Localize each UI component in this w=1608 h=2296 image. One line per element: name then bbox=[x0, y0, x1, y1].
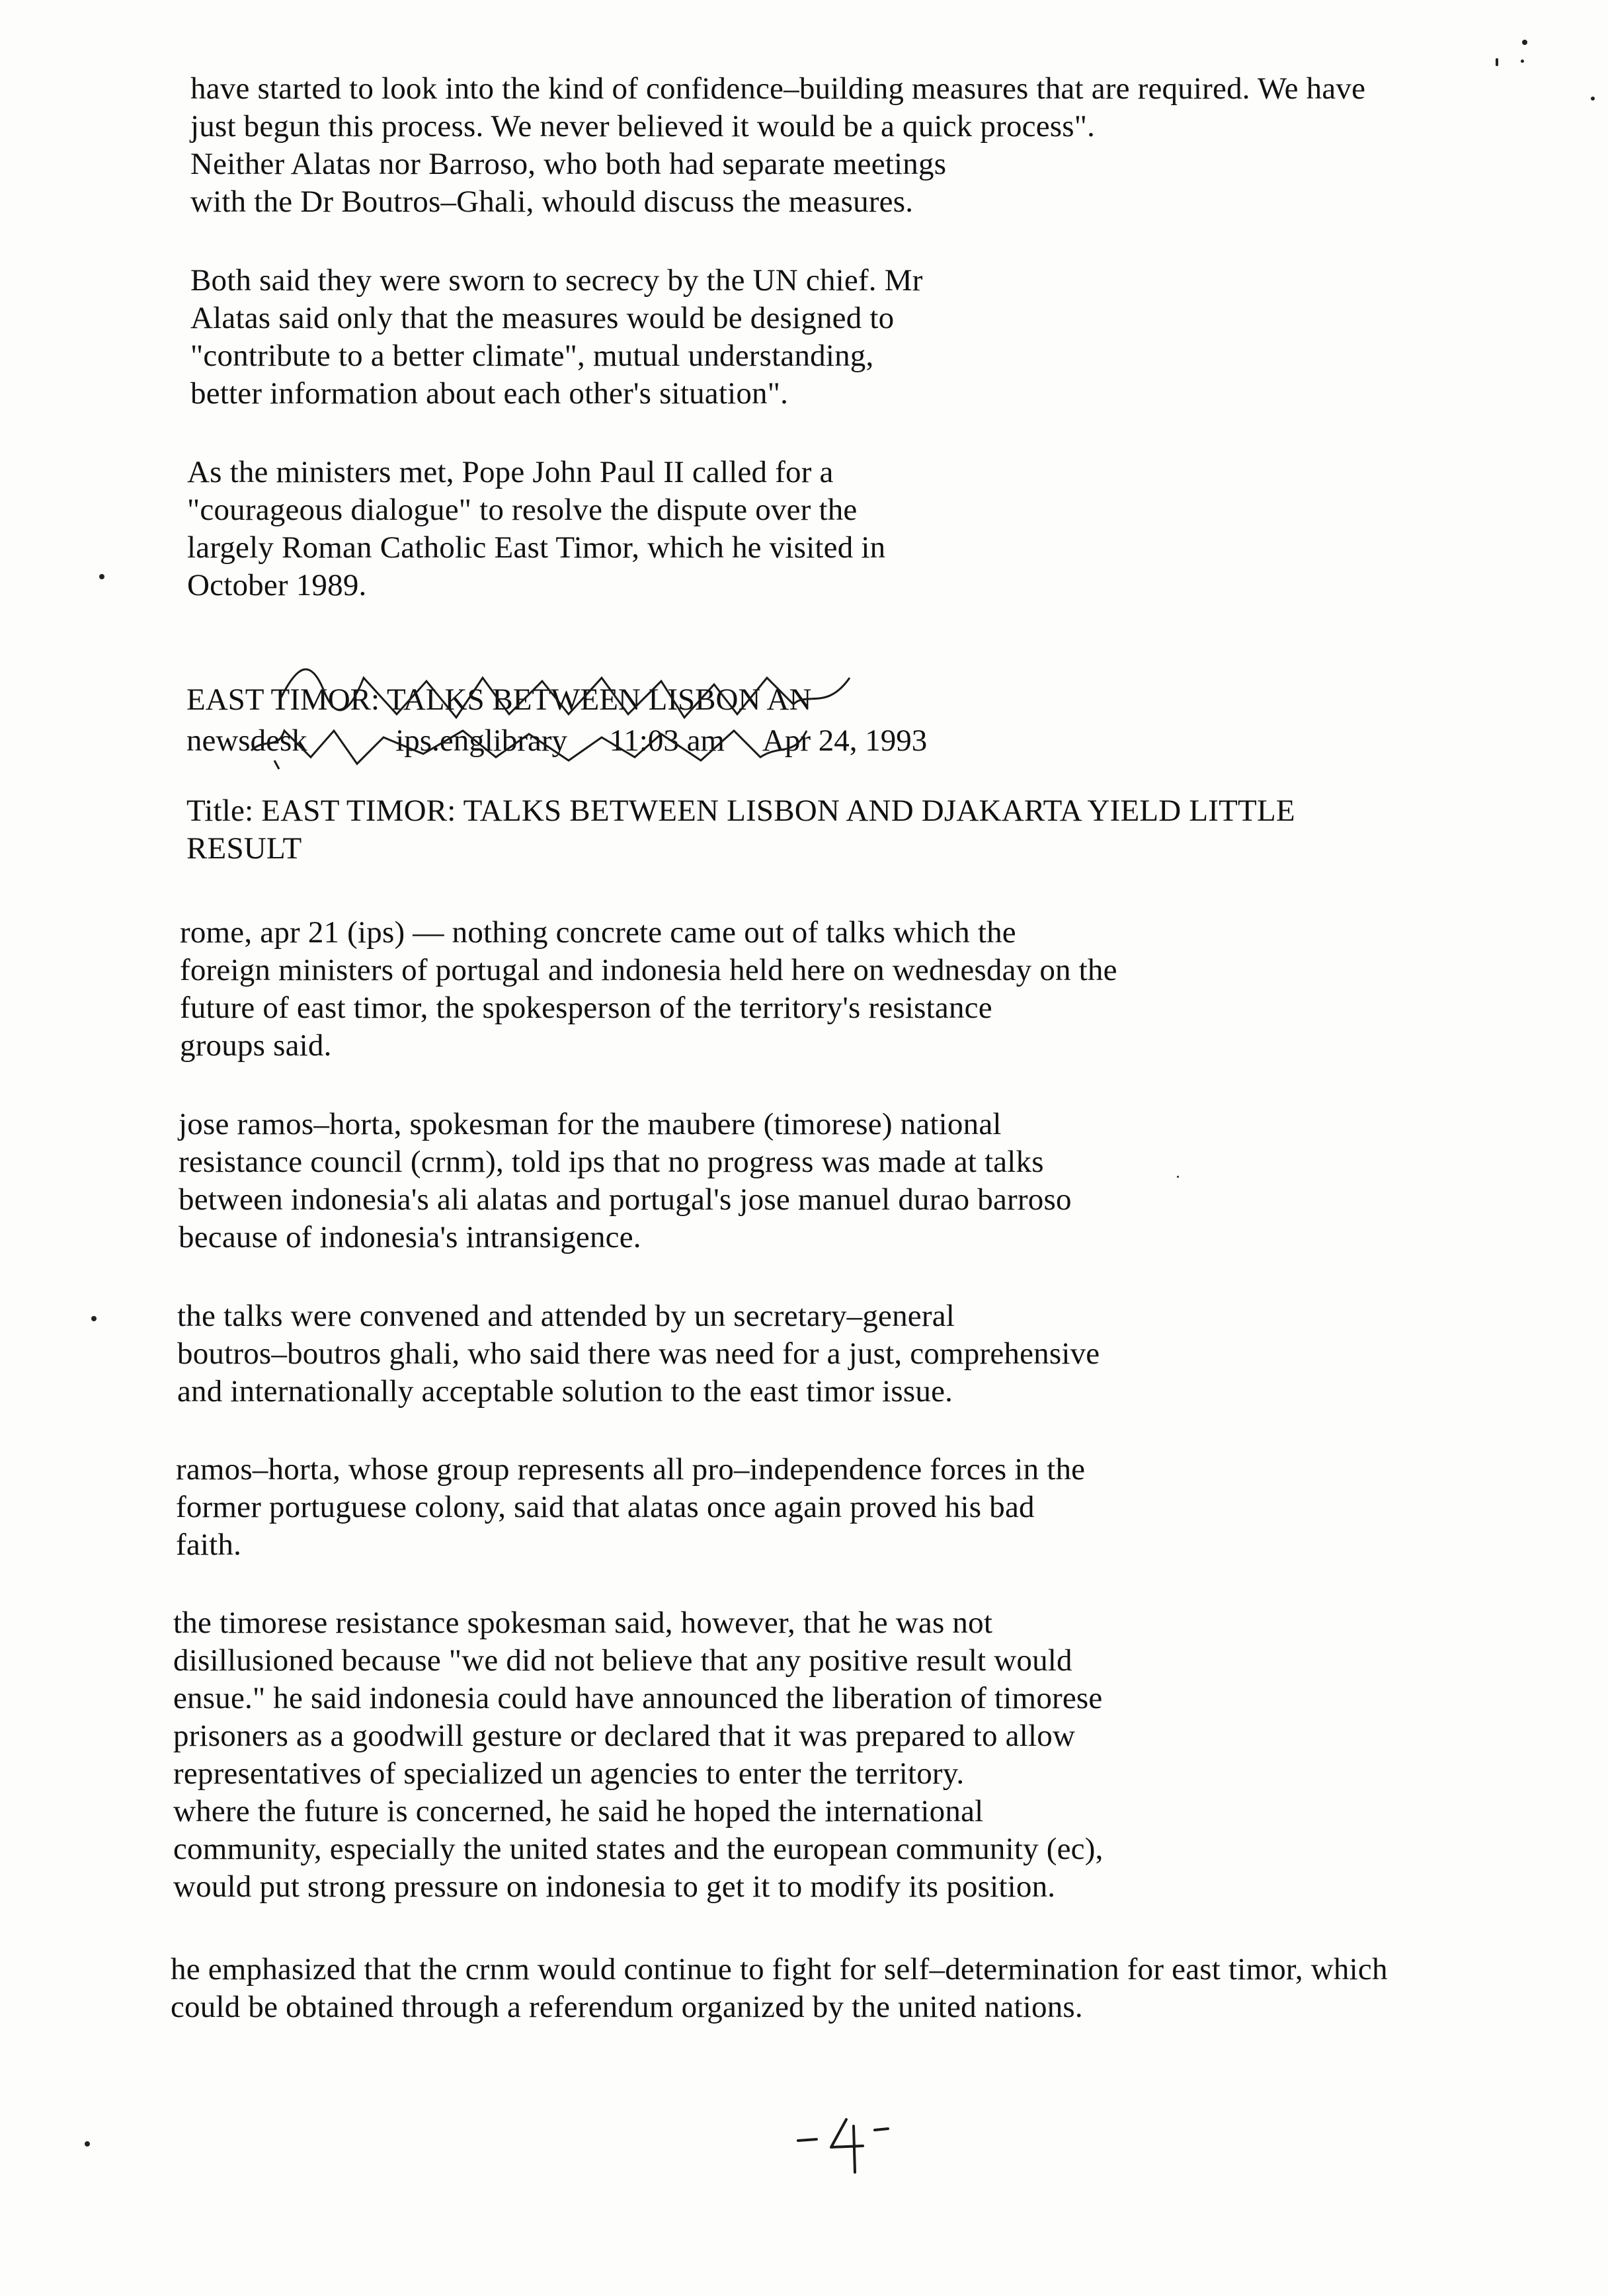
text-line: "courageous dialogue" to resolve the dispute over the bbox=[187, 493, 858, 527]
text-line: ensue." he said indonesia could have announced the liberation of timorese bbox=[173, 1681, 1103, 1715]
text-line: just begun this process. We never believed it would be a quick process". bbox=[190, 109, 1096, 144]
handwritten-page-number bbox=[790, 2106, 909, 2179]
text-line: former portuguese colony, said that alatas once again proved his bad bbox=[176, 1490, 1035, 1524]
text-line: the timorese resistance spokesman said, however, that he was not bbox=[173, 1606, 993, 1640]
scan-speck bbox=[99, 574, 104, 579]
text-line: jose ramos–horta, spokesman for the maubere (timorese) national bbox=[179, 1107, 1002, 1141]
article-paragraph-3 bbox=[177, 1297, 1100, 1411]
text-line: groups said. bbox=[180, 1028, 332, 1063]
text-line: with the Dr Boutros–Ghali, whould discuss the measures. bbox=[190, 184, 914, 219]
scribble-stroke-bottom bbox=[251, 731, 807, 764]
article-paragraph-5 bbox=[173, 1604, 1104, 1906]
title-line: RESULT bbox=[186, 831, 302, 866]
pope-paragraph bbox=[187, 454, 885, 604]
text-line: As the ministers met, Pope John Paul II called for a bbox=[187, 455, 834, 489]
sworn-paragraph bbox=[190, 262, 923, 413]
header-desk: newsdesk bbox=[186, 723, 307, 758]
scan-speck bbox=[1177, 1176, 1179, 1178]
text-line: disillusioned because "we did not believe that any positive result would bbox=[173, 1643, 1072, 1678]
text-line: October 1989. bbox=[187, 568, 367, 602]
text-line: the talks were convened and attended by un secretary–general bbox=[177, 1299, 955, 1333]
scan-speck bbox=[1521, 60, 1524, 63]
text-line: rome, apr 21 (ips) –– nothing concrete came out of talks which the bbox=[180, 915, 1016, 950]
text-line: and internationally acceptable solution to the east timor issue. bbox=[177, 1374, 953, 1409]
text-line: would put strong pressure on indonesia to get it to modify its position. bbox=[173, 1869, 1056, 1904]
article-title bbox=[186, 792, 1295, 868]
text-line: resistance council (crnm), told ips that no progress was made at talks bbox=[179, 1145, 1044, 1179]
title-line: Title: EAST TIMOR: TALKS BETWEEN LISBON AND DJAKARTA YIELD LITTLE bbox=[186, 794, 1295, 828]
article-paragraph-1 bbox=[180, 914, 1117, 1065]
text-line: have started to look into the kind of confidence–building measures that are required. We have bbox=[190, 71, 1366, 106]
text-line: foreign ministers of portugal and indonesia held here on wednesday on the bbox=[180, 953, 1117, 987]
scribble-tick bbox=[274, 760, 279, 769]
text-line: community, especially the united states and the european community (ec), bbox=[173, 1832, 1104, 1866]
text-line: he emphasized that the crnm would continue to fight for self–determination for east timor, which bbox=[171, 1952, 1388, 1987]
text-line: ramos–horta, whose group represents all pro–independence forces in the bbox=[176, 1452, 1086, 1487]
scan-speck bbox=[1496, 58, 1498, 66]
text-line: where the future is concerned, he said he hoped the international bbox=[173, 1794, 984, 1828]
text-line: Alatas said only that the measures would be designed to bbox=[190, 301, 895, 335]
text-line: future of east timor, the spokesperson of the territory's resistance bbox=[180, 991, 992, 1025]
wire-header-title: EAST TIMOR: TALKS BETWEEN LISBON AN bbox=[186, 682, 812, 717]
text-line: Both said they were sworn to secrecy by the UN chief. Mr bbox=[190, 263, 923, 298]
page-number-dash-right bbox=[875, 2129, 888, 2130]
scribble-stroke-top bbox=[281, 669, 850, 718]
text-line: "contribute to a better climate", mutual understanding, bbox=[190, 339, 874, 373]
text-line: could be obtained through a referendum organized by the united nations. bbox=[171, 1990, 1083, 2024]
text-line: prisoners as a goodwill gesture or declared that it was prepared to allow bbox=[173, 1719, 1076, 1753]
scan-speck bbox=[91, 1316, 97, 1321]
header-time: 11:03 am bbox=[609, 723, 725, 758]
text-line: faith. bbox=[176, 1528, 242, 1562]
article-paragraph-6 bbox=[171, 1951, 1388, 2026]
text-line: representatives of specialized un agencies to enter the territory. bbox=[173, 1756, 965, 1791]
article-paragraph-4 bbox=[176, 1451, 1085, 1564]
page-number-digit bbox=[831, 2119, 863, 2172]
scan-speck bbox=[1591, 97, 1595, 101]
text-line: because of indonesia's intransigence. bbox=[179, 1220, 641, 1254]
text-line: better information about each other's situation". bbox=[190, 376, 789, 411]
scan-speck bbox=[1522, 40, 1527, 45]
scan-speck bbox=[85, 2141, 90, 2147]
article-paragraph-2 bbox=[179, 1106, 1072, 1256]
header-library: ips.englibrary bbox=[395, 723, 567, 758]
text-line: largely Roman Catholic East Timor, which he visited in bbox=[187, 530, 886, 565]
text-line: between indonesia's ali alatas and portugal's jose manuel durao barroso bbox=[179, 1182, 1072, 1217]
header-date: Apr 24, 1993 bbox=[762, 723, 928, 758]
text-line: Neither Alatas nor Barroso, who both had separate meetings bbox=[190, 147, 947, 181]
handwritten-scribble-mark bbox=[198, 651, 979, 770]
page-number-dash-left bbox=[798, 2139, 817, 2141]
continuation-paragraph bbox=[190, 70, 1365, 221]
text-line: boutros–boutros ghali, who said there was need for a just, comprehensive bbox=[177, 1336, 1100, 1371]
